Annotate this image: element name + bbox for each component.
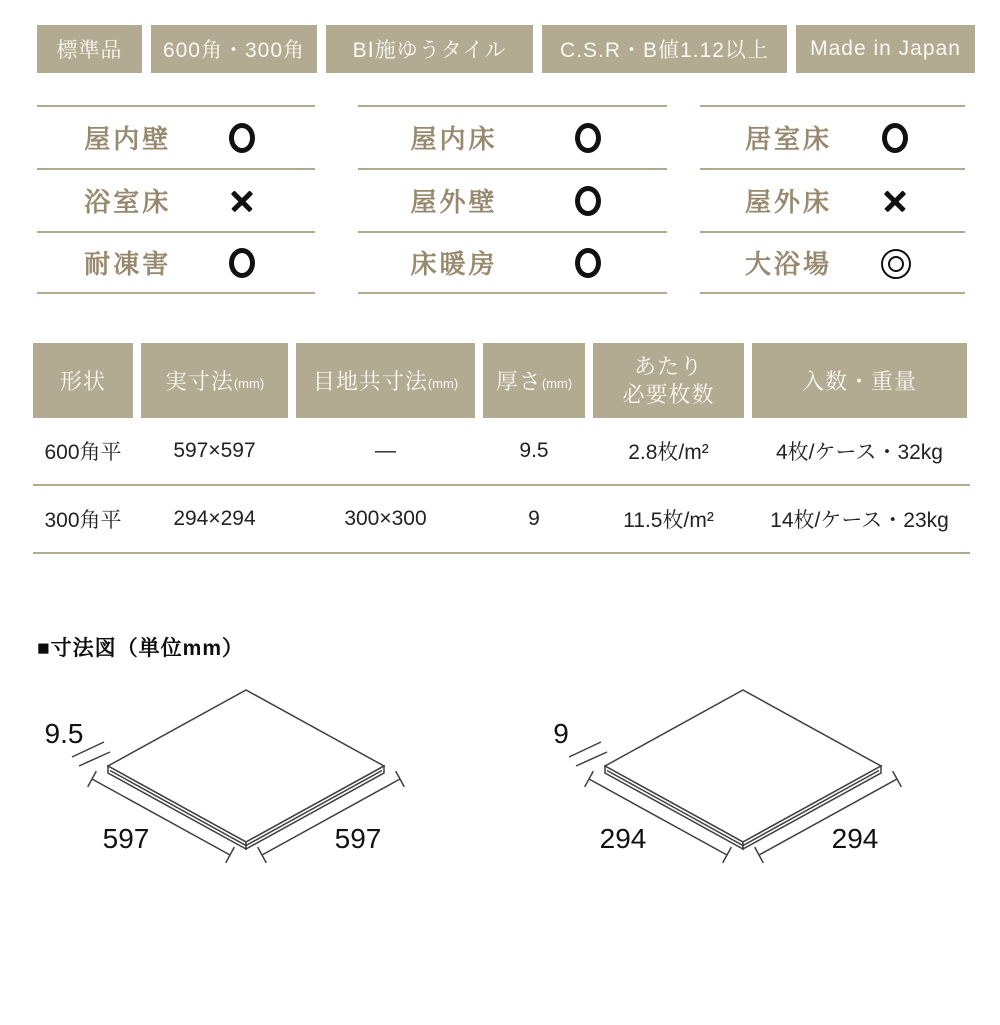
table-cell: 300角平: [44, 509, 122, 532]
usage-label: 居室床: [745, 124, 833, 154]
column-header-pieces-required: [593, 343, 744, 418]
suitability-symbol: [225, 184, 259, 218]
suitability-symbol: [878, 121, 912, 155]
usage-item-floor-heating: [358, 231, 667, 294]
usage-label: 屋内床: [410, 124, 498, 154]
header-unit: (mm): [233, 376, 265, 391]
table-cell: 2.8枚/m²: [628, 441, 709, 464]
header-label: 厚さ: [495, 369, 542, 394]
header-label: 入数・重量: [801, 369, 917, 394]
table-row-300: [33, 486, 970, 554]
table-cell: 600角平: [44, 441, 122, 464]
usage-label: 浴室床: [84, 187, 172, 217]
tile-top-face: [108, 690, 384, 842]
usage-label: 屋内壁: [84, 124, 172, 154]
usage-item-bathroom-floor: [37, 168, 315, 231]
usage-item-indoor-floor: [358, 105, 667, 168]
header-label: 目地共寸法: [312, 369, 428, 394]
table-cell: —: [375, 439, 396, 462]
spec-table: [33, 343, 970, 554]
suitability-symbol: [571, 184, 605, 218]
dimension-diagrams: [40, 680, 1000, 892]
table-cell: 11.5枚/m²: [623, 509, 714, 532]
suitability-symbol: [878, 246, 912, 280]
suitability-symbol: [571, 121, 605, 155]
thickness-leader-lines: [569, 742, 607, 766]
suitability-symbol: [878, 184, 912, 218]
tile-dimension-diagram-600: [40, 680, 416, 892]
usage-label: 屋外床: [745, 187, 833, 217]
table-cell: 597×597: [173, 439, 256, 462]
thickness-label: 9: [553, 718, 569, 749]
dimension-section-title: ■寸法図（単位mm）: [37, 637, 245, 660]
table-cell: 294×294: [173, 507, 256, 530]
column-header-actual-size: [141, 343, 288, 418]
usage-column-3: [700, 105, 965, 294]
usage-item-living-floor: [700, 105, 965, 168]
badge-sizes: 600角・300角: [151, 25, 317, 73]
header-label: あたり: [633, 354, 703, 379]
badge-tile-class: BⅠ施ゆうタイル: [326, 25, 533, 73]
usage-label: 耐凍害: [84, 249, 172, 279]
usage-column-1: [37, 105, 315, 294]
table-row-600: [33, 418, 970, 486]
badge-csr-value: C.S.R・B値1.12以上: [542, 25, 787, 73]
usage-item-outdoor-wall: [358, 168, 667, 231]
header-label: 必要枚数: [622, 381, 715, 407]
spec-badges: [37, 25, 1000, 73]
suitability-symbol: [225, 246, 259, 280]
column-header-size-with-joint: [296, 343, 475, 418]
width-label-right: 597: [334, 823, 382, 854]
usage-column-2: [358, 105, 667, 294]
spec-table-header: [33, 343, 970, 418]
thickness-label: 9.5: [44, 718, 84, 749]
header-label: 実寸法: [164, 369, 234, 394]
usage-grid: [37, 105, 1000, 294]
suitability-symbol: [225, 121, 259, 155]
table-cell: 300×300: [344, 507, 427, 530]
usage-label: 床暖房: [410, 249, 498, 279]
table-cell: 14枚/ケース・23kg: [770, 509, 949, 532]
header-unit: (mm): [541, 376, 573, 391]
usage-label: 大浴場: [745, 249, 833, 279]
column-header-shape: [33, 343, 133, 418]
suitability-symbol: [571, 246, 605, 280]
usage-item-public-bath: [700, 231, 965, 294]
tile-dimension-diagram-300: [537, 680, 913, 892]
column-header-thickness: [483, 343, 585, 418]
width-label-right: 294: [831, 823, 879, 854]
usage-label: 屋外壁: [410, 187, 498, 217]
table-cell: 9.5: [519, 439, 549, 462]
usage-item-indoor-wall: [37, 105, 315, 168]
width-label-left: 294: [599, 823, 647, 854]
tile-top-face: [605, 690, 881, 842]
usage-item-outdoor-floor: [700, 168, 965, 231]
usage-item-frost-resistance: [37, 231, 315, 294]
table-cell: 9: [528, 507, 540, 530]
width-label-left: 597: [102, 823, 150, 854]
badge-standard-product: 標準品: [37, 25, 142, 73]
header-unit: (mm): [427, 376, 459, 391]
table-cell: 4枚/ケース・32kg: [775, 441, 943, 464]
column-header-qty-weight: [752, 343, 967, 418]
header-label: 形状: [59, 369, 106, 394]
badge-made-in-japan: Made in Japan: [796, 25, 975, 73]
